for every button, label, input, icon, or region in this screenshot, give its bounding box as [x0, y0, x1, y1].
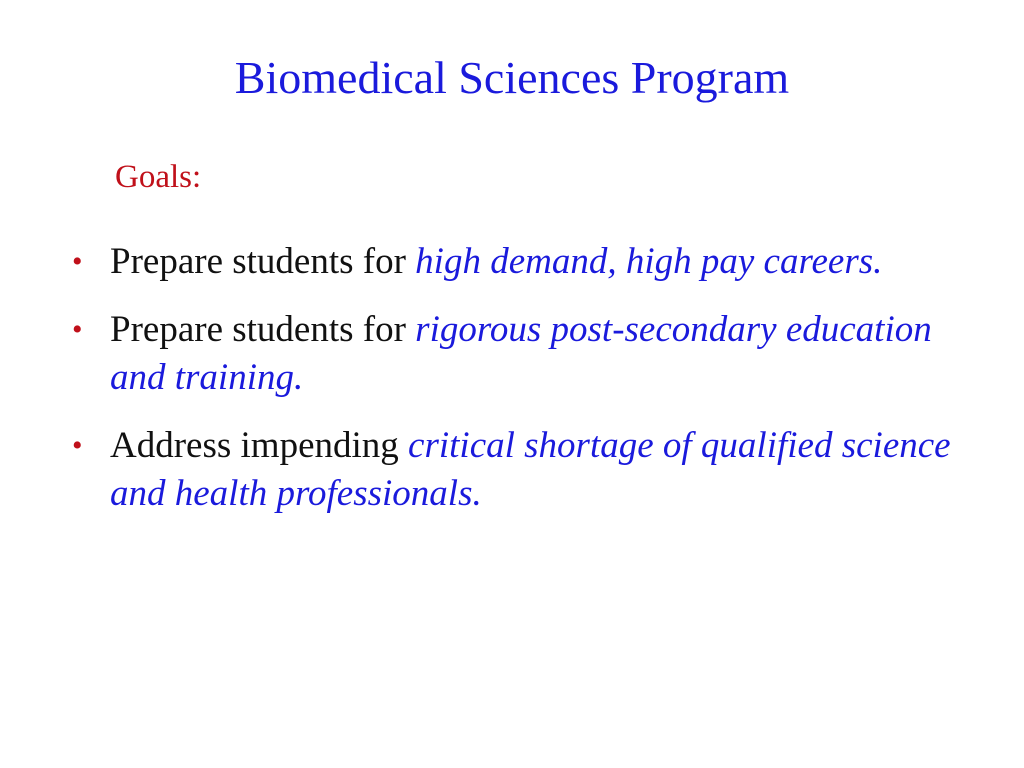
- goal-emphasis-text: critical shortage of qualified science and health professionals.: [110, 425, 951, 514]
- goals-list: [70, 238, 970, 538]
- goal-item: [70, 238, 970, 286]
- goal-emphasis-text: rigorous post-secondary education and training.: [110, 309, 932, 398]
- goal-lead-text: Address impending: [110, 425, 409, 466]
- goal-lead-text: Prepare students for: [110, 241, 416, 282]
- goal-emphasis-text: high demand, high pay careers.: [415, 241, 883, 282]
- bullet-icon: •: [72, 245, 83, 278]
- slide-title: Biomedical Sciences Program: [234, 52, 790, 103]
- bullet-icon: •: [72, 313, 83, 346]
- goals-heading: Goals:: [115, 159, 202, 195]
- bullet-icon: •: [72, 429, 83, 462]
- goal-item: [70, 422, 970, 518]
- goal-item: [70, 306, 970, 402]
- goal-lead-text: Prepare students for: [110, 309, 416, 350]
